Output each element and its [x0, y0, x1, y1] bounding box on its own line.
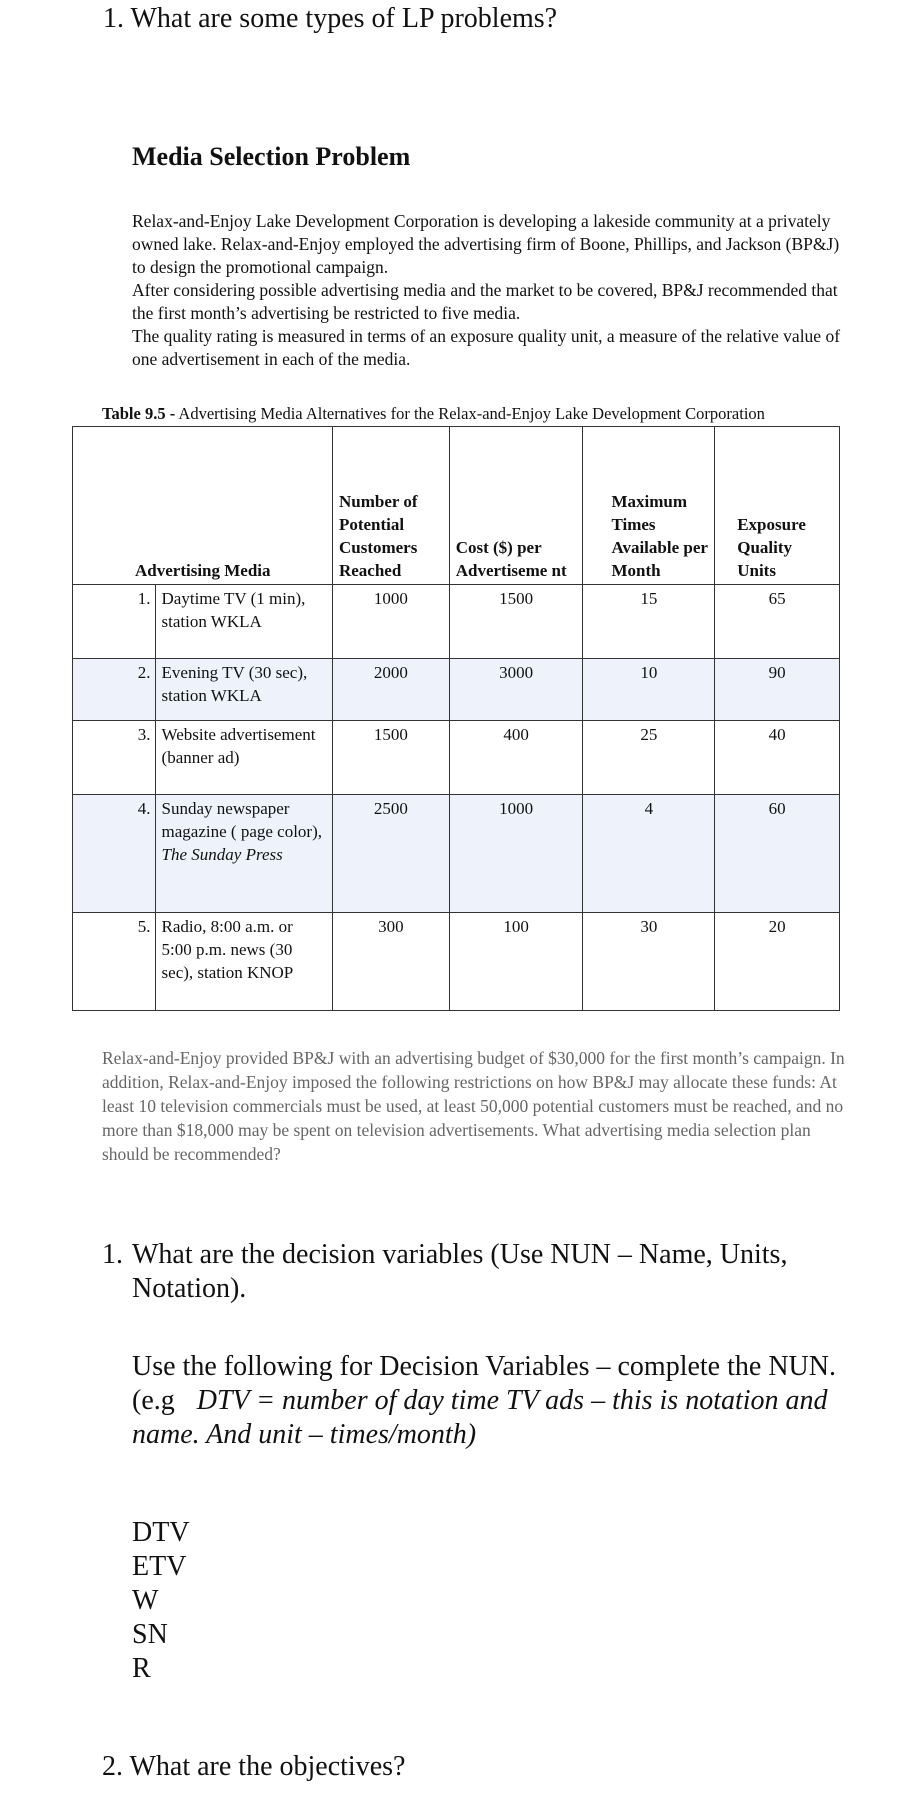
intro-paragraph	[132, 210, 852, 371]
row-reached: 2000	[332, 659, 449, 721]
row-cost: 3000	[449, 659, 583, 721]
header-cost: Cost ($) per Advertiseme nt	[449, 427, 583, 585]
row-max: 10	[583, 659, 715, 721]
row-max: 4	[583, 795, 715, 913]
question-objectives: 2. What are the objectives?	[102, 1751, 406, 1782]
question-types-lp: 1. What are some types of LP problems?	[103, 3, 558, 34]
row-quality: 40	[715, 721, 840, 795]
row-media: Evening TV (30 sec), station WKLA	[155, 659, 332, 721]
row-cost: 1000	[449, 795, 583, 913]
header-customers-reached: Number of Potential Customers Reached	[332, 427, 449, 585]
table-row	[73, 585, 840, 659]
instruction-block	[132, 1350, 852, 1452]
row-quality: 60	[715, 795, 840, 913]
instruction-example-prefix: (e.g	[132, 1385, 175, 1416]
row-number: 1.	[73, 585, 156, 659]
variable-list	[132, 1516, 190, 1686]
intro-line-3: The quality rating is measured in terms of an exposure quality unit, a measure of the relative value of one advertisement in each of the media.	[132, 326, 841, 369]
table-row	[73, 721, 840, 795]
row-reached: 1500	[332, 721, 449, 795]
budget-paragraph: Relax-and-Enjoy provided BP&J with an advertising budget of $30,000 for the first month’s campaign. In addition, Relax-and-Enjoy imposed the following restrictions on how BP&J may allocate these funds: At least 10 television commercials must be used, at least 50,000 potential customers must be reached, and no more than $18,000 may be spent on television advertisements. What advertising media selection plan should be recommended?	[102, 1048, 845, 1164]
row-media: Daytime TV (1 min), station WKLA	[155, 585, 332, 659]
table-caption-text: Advertising Media Alternatives for the Relax-and-Enjoy Lake Development Corporation	[175, 404, 765, 423]
section-heading: Media Selection Problem	[132, 142, 411, 171]
question-decision-variables	[102, 1238, 862, 1306]
instruction-line: Use the following for Decision Variables – complete the NUN.	[132, 1351, 836, 1382]
row-media-text: Sunday newspaper magazine ( page color),	[161, 799, 323, 841]
header-max-times: Maximum Times Available per Month	[583, 427, 715, 585]
intro-line-1: Relax-and-Enjoy Lake Development Corporation is developing a lakeside community at a privately owned lake. Relax-and-Enjoy employed the advertising firm of Boone, Phillips, and Jackson (BP&J) to design the promotional campaign.	[132, 211, 840, 277]
table-caption	[102, 404, 862, 424]
variable-item: DTV	[132, 1517, 190, 1548]
question-dv-number: 1.	[102, 1239, 123, 1270]
table-row	[73, 659, 840, 721]
variable-item: ETV	[132, 1551, 187, 1582]
row-media	[155, 795, 332, 913]
media-table	[72, 426, 840, 1011]
row-number: 4.	[73, 795, 156, 913]
row-number: 3.	[73, 721, 156, 795]
intro-line-2: After considering possible advertising media and the market to be covered, BP&J recommended that the first month’s advertising be restricted to five media.	[132, 280, 838, 323]
row-quality: 90	[715, 659, 840, 721]
row-quality: 65	[715, 585, 840, 659]
row-reached: 2500	[332, 795, 449, 913]
variable-item: R	[132, 1653, 151, 1684]
row-quality: 20	[715, 913, 840, 1011]
row-reached: 1000	[332, 585, 449, 659]
header-quality-units: Exposure Quality Units	[715, 427, 840, 585]
header-advertising-media: Advertising Media	[73, 427, 333, 585]
row-media: Radio, 8:00 a.m. or 5:00 p.m. news (30 sec), station KNOP	[155, 913, 332, 1011]
variable-item: SN	[132, 1619, 168, 1650]
row-number: 5.	[73, 913, 156, 1011]
row-cost: 100	[449, 913, 583, 1011]
row-max: 25	[583, 721, 715, 795]
question-dv-text: What are the decision variables (Use NUN – Name, Units, Notation).	[132, 1239, 788, 1304]
variable-item: W	[132, 1585, 159, 1616]
row-cost: 400	[449, 721, 583, 795]
table-row	[73, 913, 840, 1011]
row-max: 30	[583, 913, 715, 1011]
table-caption-label: Table 9.5 -	[102, 404, 176, 423]
row-max: 15	[583, 585, 715, 659]
row-media: Website advertisement (banner ad)	[155, 721, 332, 795]
row-cost: 1500	[449, 585, 583, 659]
table-row	[73, 795, 840, 913]
table-header-row	[73, 427, 840, 585]
instruction-example: DTV = number of day time TV ads – this is notation and name. And unit – times/month)	[132, 1385, 828, 1450]
row-number: 2.	[73, 659, 156, 721]
row-reached: 300	[332, 913, 449, 1011]
row-media-publication: The Sunday Press	[161, 845, 283, 864]
